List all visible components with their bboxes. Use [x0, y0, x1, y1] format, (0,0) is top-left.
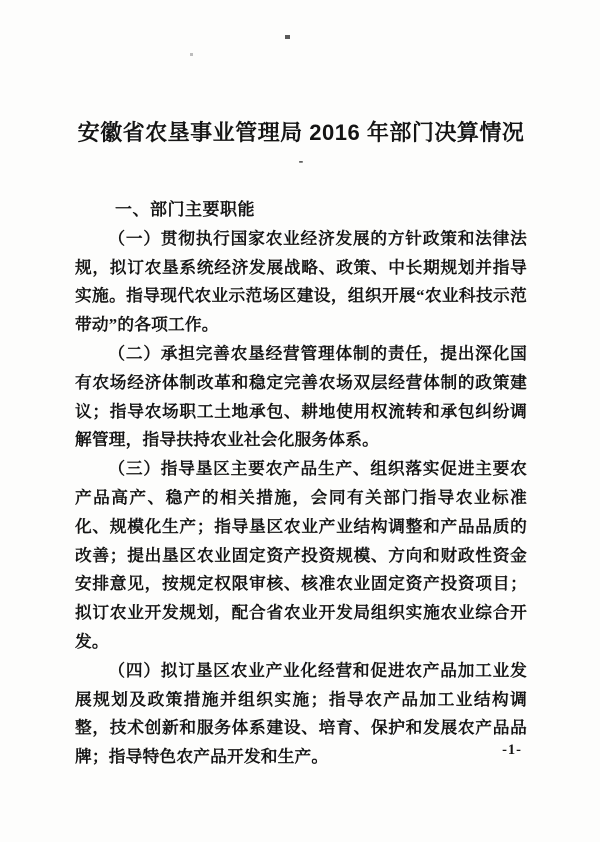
paragraph-1: （一）贯彻执行国家农业经济发展的方针政策和法律法规，拟订农垦系统经济发展战略、政策、中长期规划并指导实施。指导现代农业示范场区建设，组织开展“农业科技示范带动”的各项工作。 [75, 228, 527, 335]
section-heading-main-functions: 一、部门主要职能 [115, 200, 255, 219]
document-body [75, 225, 527, 772]
paragraph-3: （三）指导垦区主要农产品生产、组织落实促进主要农产品高产、稳产的相关措施，会同有关部门指导农业标准化、规模化生产；指导垦区农业产业结构调整和产品品质的改善；提出垦区农业固定资产投资规模、方向和财政性资金安排意见，按规定权限审核、核准农业固定资产投资项目；拟订农业开发规划，配合省农业开发局组织实施农业综合开发。 [75, 459, 527, 651]
scan-speck-artifact [285, 35, 290, 39]
document-title: 安徽省农垦事业管理局 2016 年部门决算情况 [77, 120, 525, 145]
page-number: -1- [502, 742, 522, 758]
paragraph-2: （二）承担完善农垦经营管理体制的责任，提出深化国有农场经济体制改革和稳定完善农场双层经营体制的政策建议；指导农场职工土地承包、耕地使用权流转和承包纠纷调解管理，指导扶持农业社会化服务体系。 [75, 343, 527, 450]
title-dash-mark: - [298, 154, 304, 169]
paragraph-4: （四）拟订垦区农业产业化经营和促进农产品加工业发展规划及政策措施并组织实施；指导农产品加工业结构调整，技术创新和服务体系建设、培育、保护和发展农产品品牌；指导特色农产品开发和生产。 [75, 660, 527, 767]
scan-speck-artifact [190, 53, 193, 56]
